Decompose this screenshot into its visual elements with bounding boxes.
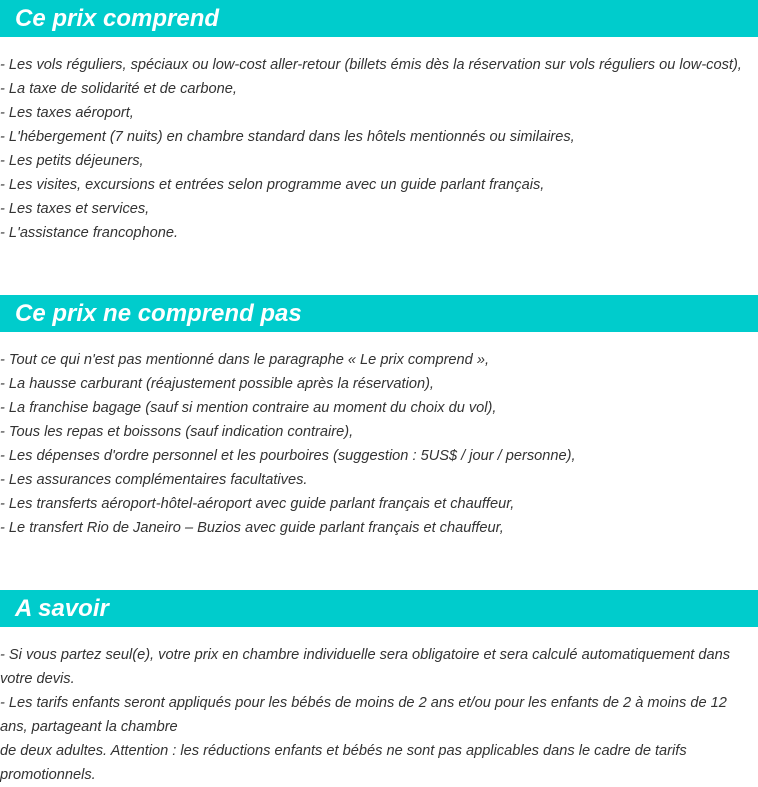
good-to-know-list xyxy=(0,627,758,787)
section-price-excludes xyxy=(0,295,758,540)
list-item: - L'hébergement (7 nuits) en chambre standard dans les hôtels mentionnés ou similaires, xyxy=(0,129,575,145)
list-item: - Les assurances complémentaires facultatives. xyxy=(0,472,308,488)
list-item: - La franchise bagage (sauf si mention contraire au moment du choix du vol), xyxy=(0,400,497,416)
list-item: - Tout ce qui n'est pas mentionné dans le paragraphe « Le prix comprend », xyxy=(0,352,490,368)
list-item: - Les visites, excursions et entrées selon programme avec un guide parlant français, xyxy=(0,177,545,193)
section-title: A savoir xyxy=(0,590,758,627)
section-price-includes xyxy=(0,0,758,245)
list-item: - Si vous partez seul(e), votre prix en chambre individuelle sera obligatoire et sera calculé automatiquement dans votre devis. xyxy=(0,647,731,687)
list-item: de deux adultes. Attention : les réductions enfants et bébés ne sont pas applicables dans le cadre de tarifs promotionnels. xyxy=(0,743,687,783)
section-good-to-know xyxy=(0,590,758,787)
list-item: - Les vols réguliers, spéciaux ou low-cost aller-retour (billets émis dès la réservation sur vols réguliers ou low-cost), xyxy=(0,57,742,73)
section-title: Ce prix ne comprend pas xyxy=(0,295,758,332)
list-item: - Les taxes aéroport, xyxy=(0,105,134,121)
excludes-list xyxy=(0,332,758,540)
list-item: - Les taxes et services, xyxy=(0,201,150,217)
includes-list xyxy=(0,37,758,245)
list-item: - Le transfert Rio de Janeiro – Buzios avec guide parlant français et chauffeur, xyxy=(0,520,504,536)
list-item: - Les transferts aéroport-hôtel-aéroport avec guide parlant français et chauffeur, xyxy=(0,496,515,512)
list-item: - Les petits déjeuners, xyxy=(0,153,144,169)
list-item: - L'assistance francophone. xyxy=(0,225,179,241)
list-item: - Les dépenses d'ordre personnel et les pourboires (suggestion : 5US$ / jour / personne), xyxy=(0,448,576,464)
list-item: - La taxe de solidarité et de carbone, xyxy=(0,81,237,97)
list-item: - Tous les repas et boissons (sauf indication contraire), xyxy=(0,424,354,440)
list-item: - La hausse carburant (réajustement possible après la réservation), xyxy=(0,376,434,392)
section-title: Ce prix comprend xyxy=(0,0,758,37)
list-item: - Les tarifs enfants seront appliqués pour les bébés de moins de 2 ans et/ou pour les enfants de 2 à moins de 12 ans, partageant la chambre xyxy=(0,695,727,735)
